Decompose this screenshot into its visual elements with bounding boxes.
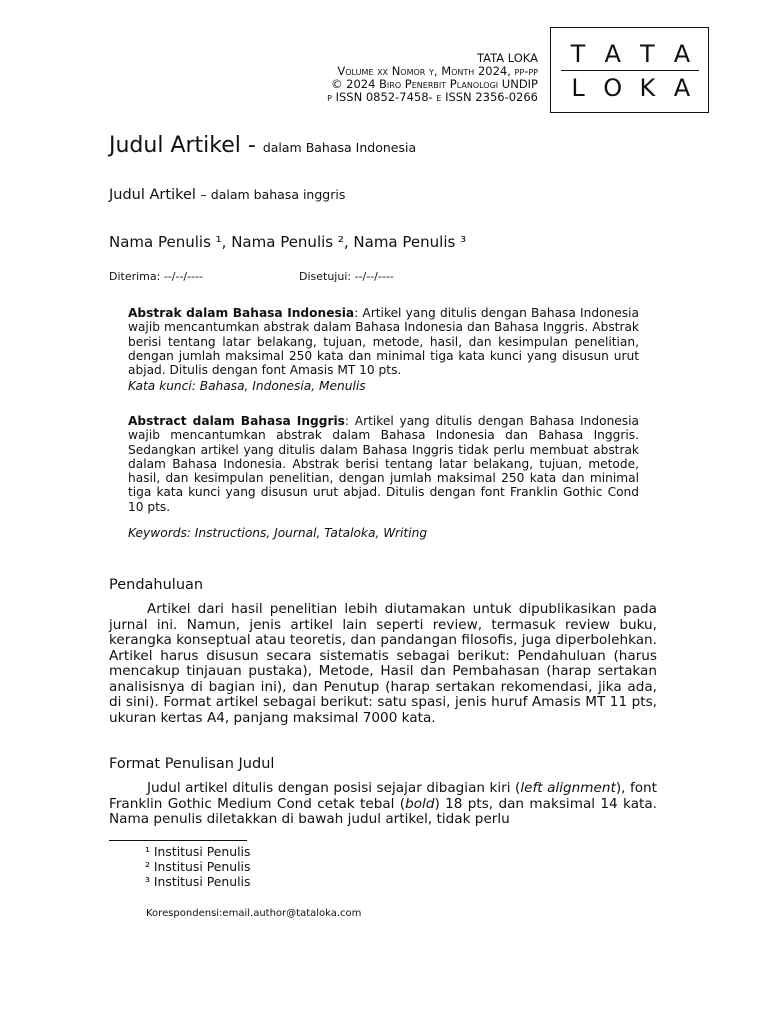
keywords-indonesian: Kata kunci: Bahasa, Indonesia, Menulis [128, 379, 366, 393]
intro-paragraph: Artikel dari hasil penelitian lebih diutamakan untuk dipublikasikan pada jurnal ini. Namun, jenis artikel lain seperti review, termasuk review buku, kerangka konseptual atau teoretis, dan pandangan filosofis, juga diperbolehkan. Artikel harus disusun secara sistematis sebagai berikut: Pendahuluan (harus mencakup tinjauan pustaka), Metode, Hasil dan Pembahasan (harap sertakan analisisnya di bagian ini), dan Penutup (harap sertakan rekomendasi, jika ada, di sini). Format artikel sebagai berikut: satu spasi, jenis huruf Amasis MT 11 pts, ukuran kertas A4, panjang maksimal 7000 kata. [109, 601, 657, 726]
section-heading-format: Format Penulisan Judul [109, 756, 275, 772]
subtitle-main: Judul Artikel [109, 187, 201, 203]
abstract-english [128, 414, 639, 514]
abstract-en-label: Abstract dalam Bahasa Inggris [128, 414, 345, 428]
abstract-indonesian [128, 306, 639, 377]
format-emphasis: bold [405, 795, 435, 812]
keywords-english: Keywords: Instructions, Journal, Tataloka, Writing [128, 526, 428, 540]
format-emphasis: left alignment [520, 780, 616, 796]
logo-letter: K [639, 74, 656, 102]
format-text: ), font Franklin Gothic Medium Cond cetak tebal ( [109, 780, 657, 812]
abstract-id-text: : Artikel yang ditulis dengan Bahasa Indonesia wajib mencantumkan abstrak dalam Bahasa Indonesia dan Bahasa Inggris. Abstrak berisi tentang latar belakang, tujuan, metode, hasil, dan kesimpulan penelitian, dengan jumlah maksimal 250 kata dan minimal tiga kata kunci yang disusun urut abjad. Ditulis dengan font Amasis MT 10 pts. [128, 306, 639, 378]
journal-name: TATA LOKA [476, 51, 538, 65]
title-note: dalam Bahasa Indonesia [262, 140, 417, 155]
issn-p-prefix: p [327, 90, 332, 104]
logo-letter: A [673, 74, 691, 102]
author-list: Nama Penulis ¹, Nama Penulis ², Nama Penulis ³ [109, 233, 467, 251]
format-text: ) 18 pts, dan maksimal 14 kata. Nama penulis diletakkan di bawah judul artikel, tidak perlu [109, 795, 658, 827]
issn-e-prefix: e [436, 90, 442, 104]
logo-letter: T [639, 40, 655, 68]
logo-row-top [561, 41, 699, 67]
footnote-2: ² Institusi Penulis [145, 859, 251, 874]
issn-info [327, 91, 538, 105]
issn-print: ISSN 0852-7458- [335, 90, 433, 104]
approved-date: Disetujui: --/--/---- [299, 270, 394, 283]
subtitle-note: – dalam bahasa inggris [200, 187, 346, 202]
received-date: Diterima: --/--/---- [109, 270, 204, 283]
correspondence-email: Korespondensi:email.author@tataloka.com [146, 908, 362, 919]
issn-electronic: ISSN 2356-0266 [445, 90, 538, 104]
title-main: Judul Artikel - [109, 133, 263, 158]
abstract-id-label: Abstrak dalam Bahasa Indonesia [128, 306, 355, 320]
article-subtitle [109, 187, 345, 203]
logo-letter: L [571, 74, 585, 102]
logo-letter: A [673, 40, 691, 68]
format-paragraph [109, 781, 657, 828]
logo-divider [561, 70, 699, 71]
footnote-3: ³ Institusi Penulis [145, 874, 251, 889]
footnote-divider [109, 840, 247, 841]
volume-info: Volume xx Nomor y, Month 2024, pp-pp [337, 64, 538, 78]
logo-row-bottom [561, 75, 699, 101]
footnote-1: ¹ Institusi Penulis [145, 844, 251, 859]
copyright-info: © 2024 Biro Penerbit Planologi UNDIP [330, 77, 538, 91]
format-text: Judul artikel ditulis dengan posisi sejajar dibagian kiri ( [147, 780, 521, 796]
tataloka-logo [550, 27, 709, 113]
logo-letter: A [604, 40, 621, 68]
article-title [109, 133, 416, 158]
logo-letter: O [603, 74, 623, 102]
section-heading-pendahuluan: Pendahuluan [109, 577, 204, 593]
abstract-en-text: : Artikel yang ditulis dengan Bahasa Indonesia wajib mencantumkan abstrak dalam Bahasa Indonesia dan Bahasa Inggris. Sedangkan artikel yang ditulis dalam Bahasa Inggris tidak perlu membuat abstrak dalam Bahasa Indonesia. Abstrak berisi tentang latar belakang, tujuan, metode, hasil, dan kesimpulan penelitian, dengan jumlah maksimal 250 kata dan minimal tiga kata kunci yang disusun urut abjad. Ditulis dengan font Franklin Gothic Cond 10 pts. [128, 414, 639, 514]
logo-letter: T [570, 40, 586, 68]
